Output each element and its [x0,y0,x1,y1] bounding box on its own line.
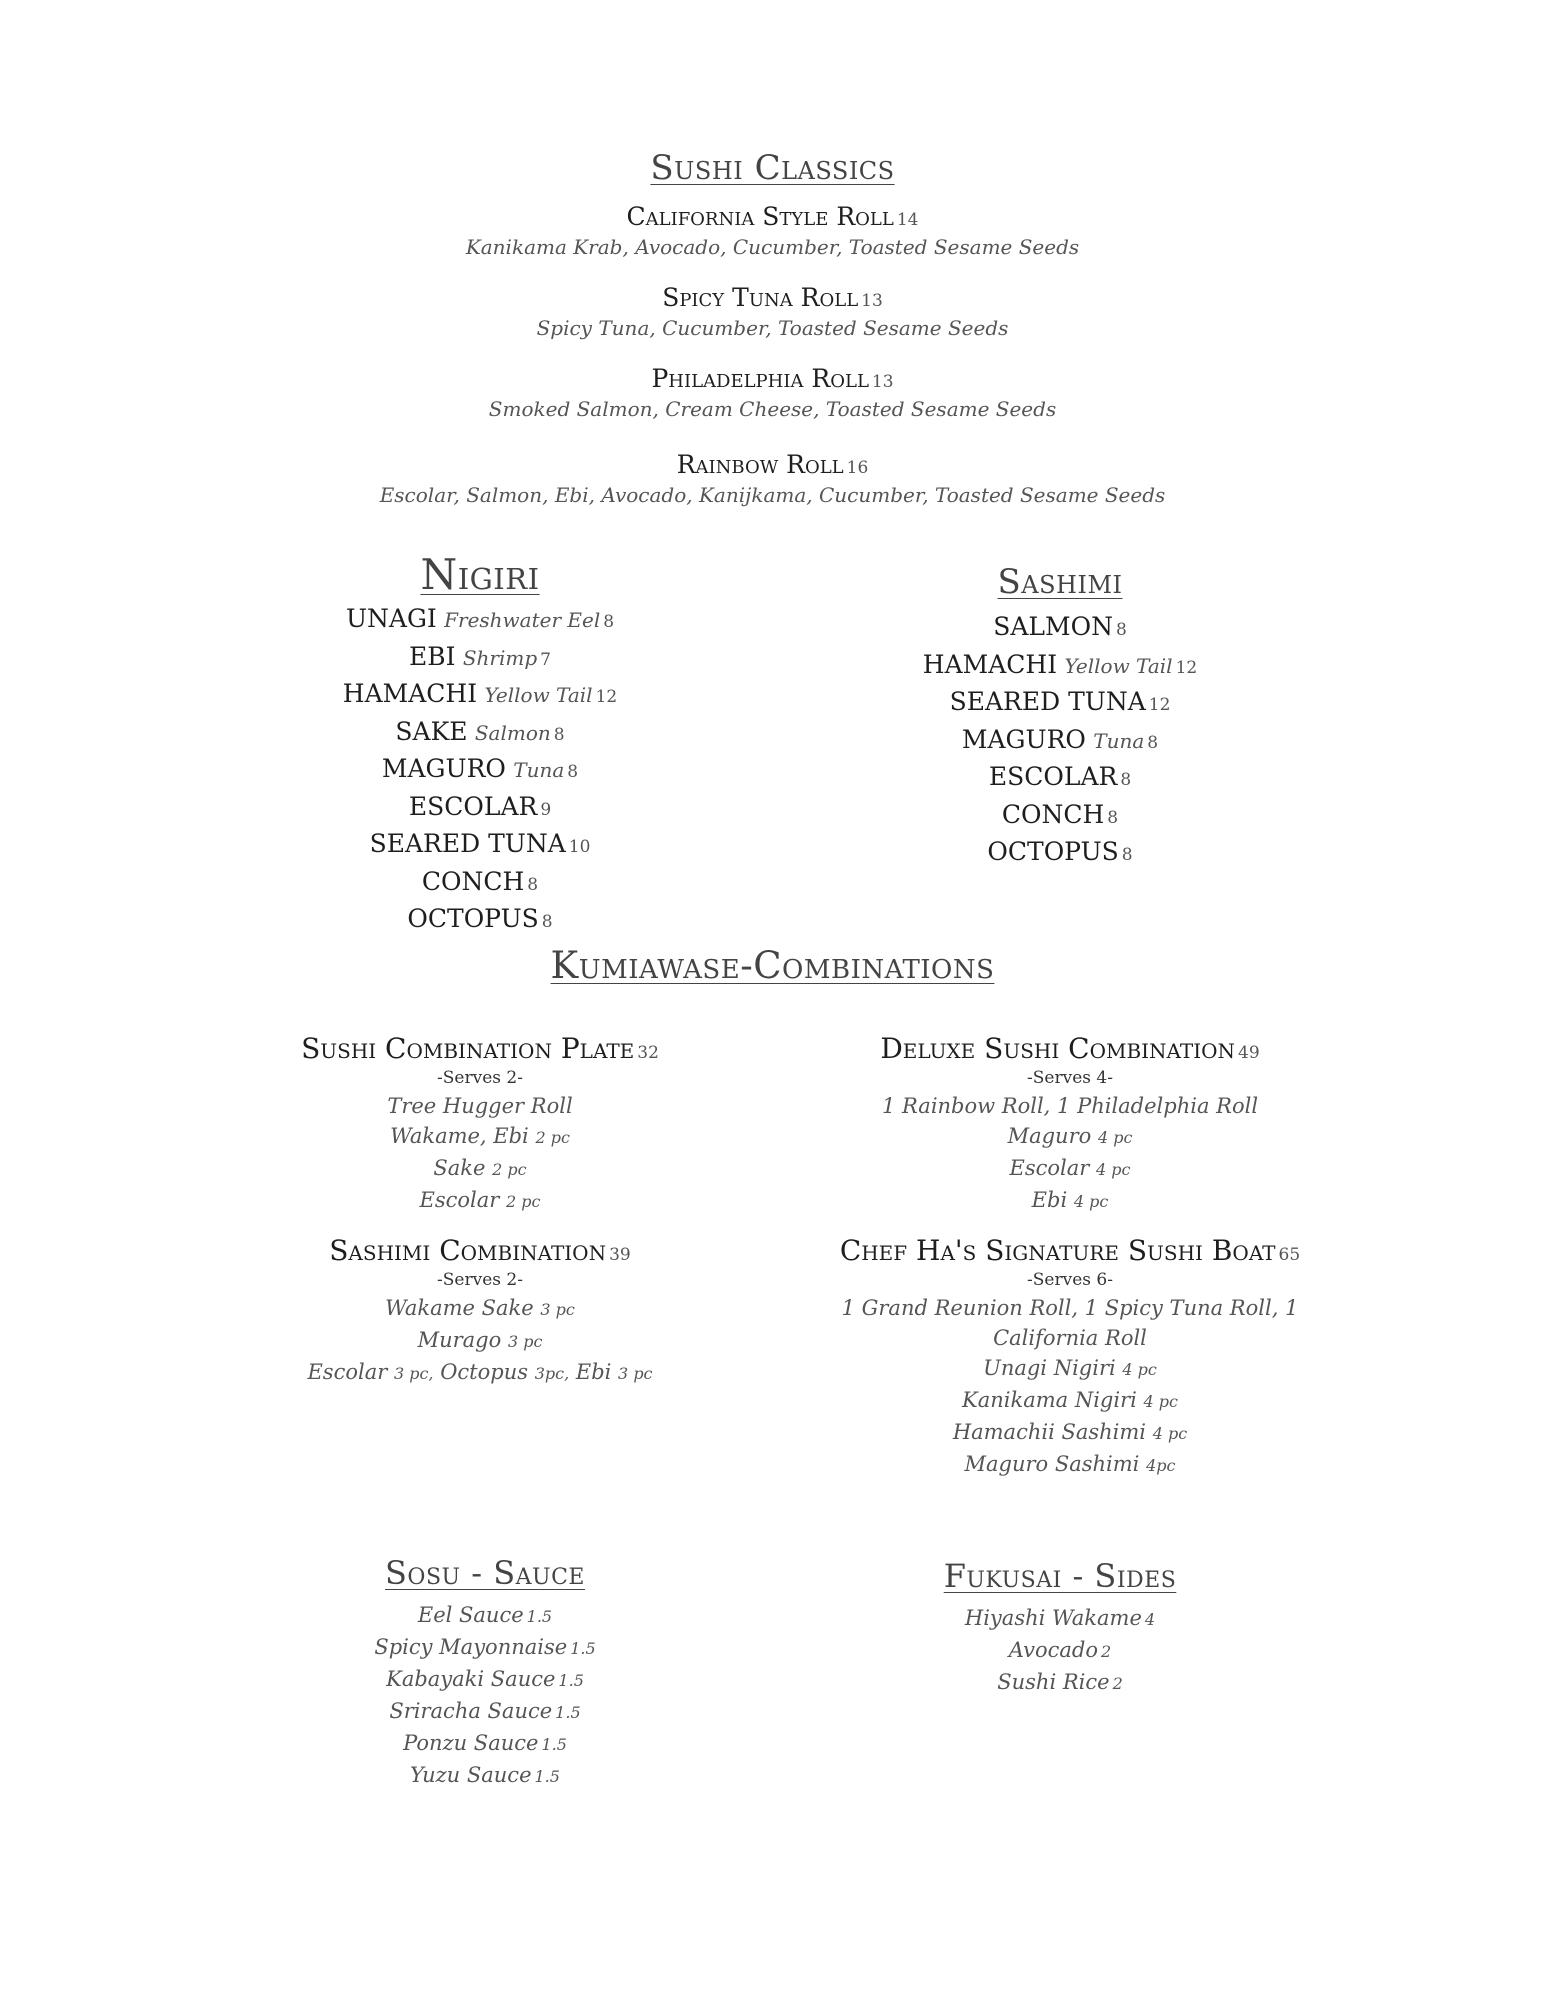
combo-line: Maguro 4 pc [1007,1124,1133,1148]
item-name: Philadelphia Roll [651,364,869,393]
sides-title: Fukusai - Sides [943,1557,1177,1595]
item-description: Escolar, Salmon, Ebi, Avocado, Kanijkama, Cucumber, Toasted Sesame Seeds [379,483,1166,507]
combo-serves: -Serves 4- [1027,1068,1113,1088]
combo-line: Murago 3 pc [417,1328,543,1352]
list-item: Kabayaki Sauce 1.5 [386,1667,584,1691]
list-item: MAGURO Tuna 8 [381,754,579,783]
nigiri-title: Nigiri [420,550,540,599]
list-item: Hiyashi Wakame 4 [964,1606,1156,1630]
sauce-title: Sosu - Sauce [385,1554,585,1592]
list-item: UNAGI Freshwater Eel 8 [345,604,615,633]
list-item: Sushi Rice 2 [997,1670,1123,1694]
list-item: ESCOLAR 9 [408,791,552,821]
item-description: Spicy Tuna, Cucumber, Toasted Sesame Seeds [536,316,1009,340]
combo-title: Chef Ha's Signature Sushi Boat 65 [839,1234,1301,1267]
classic-item [0,202,1545,259]
combo-line: Maguro Sashimi 4pc [964,1452,1176,1476]
deluxe-sushi-combination [790,1032,1350,1217]
classic-item [0,283,1545,340]
list-item: SEARED TUNA 12 [949,687,1171,716]
item-name: California Style Roll [626,202,894,231]
combo-line: Tree Hugger Roll [387,1094,573,1118]
list-item: SEARED TUNA 10 [369,829,591,858]
sauce-list [235,1600,735,1792]
combo-line: Unagi Nigiri 4 pc [983,1356,1157,1380]
combo-line: 1 Rainbow Roll, 1 Philadelphia Roll [881,1094,1259,1118]
list-item: CONCH 8 [421,866,539,896]
nigiri-list [230,602,730,940]
classic-item [0,364,1545,421]
sushi-combination-plate [200,1032,760,1217]
combo-serves: -Serves 2- [437,1068,523,1088]
combo-line: Ebi 4 pc [1031,1188,1109,1212]
list-item: Sriracha Sauce 1.5 [389,1699,581,1723]
list-item: Yuzu Sauce 1.5 [410,1763,560,1787]
combo-serves: -Serves 2- [437,1270,523,1290]
combo-title: Sashimi Combination 39 [329,1234,631,1267]
list-item: Spicy Mayonnaise 1.5 [374,1635,596,1659]
item-price: 16 [846,458,869,478]
combo-line: Hamachii Sashimi 4 pc [952,1420,1188,1444]
list-item: OCTOPUS 8 [987,837,1133,866]
combinations-title: Kumiawase-Combinations [550,944,995,987]
combo-line: Escolar 4 pc [1009,1156,1131,1180]
sashimi-title: Sashimi [997,562,1123,602]
sashimi-combination [200,1234,760,1389]
list-item: Ponzu Sauce 1.5 [403,1731,567,1755]
list-item: CONCH 8 [1001,799,1119,829]
list-item: OCTOPUS 8 [407,904,553,933]
classic-item [0,450,1545,507]
signature-sushi-boat [770,1234,1370,1481]
list-item: HAMACHI Yellow Tail 12 [342,679,618,708]
combo-serves: -Serves 6- [1027,1270,1113,1290]
list-item: ESCOLAR 8 [988,762,1132,791]
item-name: Rainbow Roll [676,450,844,479]
sides-list [810,1603,1310,1699]
combo-line: Kanikama Nigiri 4 pc [962,1388,1178,1412]
list-item: Eel Sauce 1.5 [417,1603,553,1627]
combo-title: Deluxe Sushi Combination 49 [880,1032,1260,1065]
list-item: SAKE Salmon 8 [395,716,565,746]
combo-line: California Roll [993,1326,1147,1350]
item-description: Kanikama Krab, Avocado, Cucumber, Toasted Sesame Seeds [465,235,1080,259]
sushi-classics-title: Sushi Classics [650,148,895,188]
list-item: SALMON 8 [993,612,1127,641]
item-price: 13 [861,291,883,311]
list-item: EBI Shrimp 7 [409,641,551,671]
combo-line: Wakame, Ebi 2 pc [390,1124,570,1148]
item-description: Smoked Salmon, Cream Cheese, Toasted Sesame Seeds [488,397,1057,421]
combo-line: Sake 2 pc [433,1156,527,1180]
sashimi-list [810,610,1310,873]
list-item: Avocado 2 [1008,1638,1112,1662]
item-price: 14 [896,210,919,230]
combo-title: Sushi Combination Plate 32 [301,1032,659,1065]
list-item: MAGURO Tuna 8 [961,724,1159,754]
combo-line: Escolar 2 pc [419,1188,541,1212]
combo-line: Wakame Sake 3 pc [385,1296,575,1320]
list-item: HAMACHI Yellow Tail 12 [922,649,1198,679]
item-name: Spicy Tuna Roll [662,283,859,312]
combo-line: 1 Grand Reunion Roll, 1 Spicy Tuna Roll, 1 [841,1296,1299,1320]
combo-line: Escolar 3 pc, Octopus 3pc, Ebi 3 pc [307,1360,653,1384]
item-price: 13 [871,372,894,392]
